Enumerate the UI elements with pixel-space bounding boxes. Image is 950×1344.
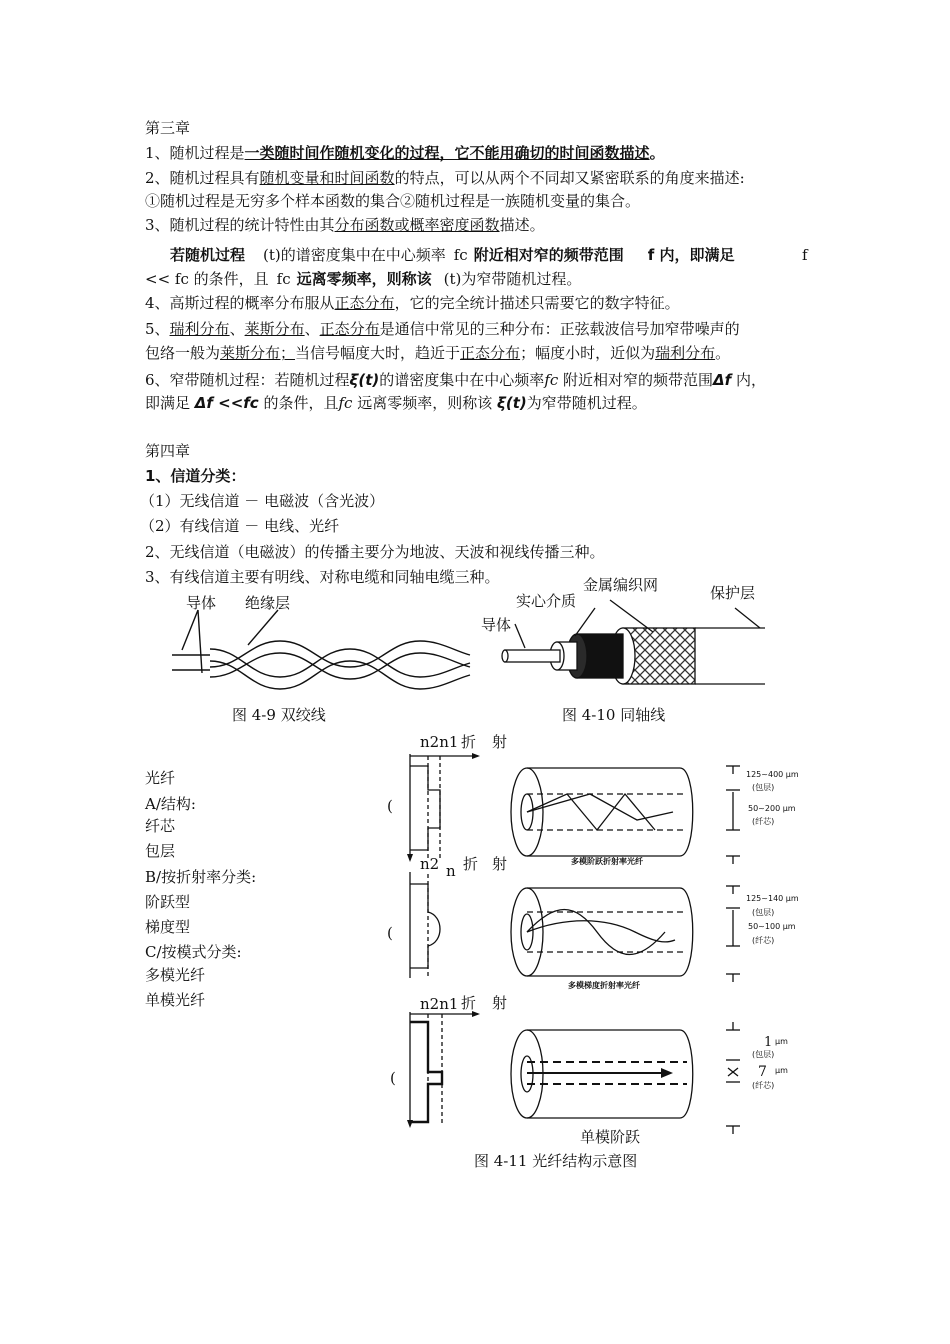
fiber-list-item: 包层: [145, 842, 176, 860]
panel2-refraction-label-2: 射: [492, 855, 508, 873]
panel3-index-label: n2n1: [420, 995, 459, 1013]
narrowband-para-line2: << fc 的条件，且 fc 远离零频率，则称该 (t)为窄带随机过程。: [145, 270, 582, 288]
fig49-caption: 图 4-9 双绞线: [232, 706, 326, 724]
fiber-list-item: 纤芯: [145, 817, 176, 835]
fiber-list-item: 梯度型: [145, 918, 191, 936]
panel1-paren: (: [387, 797, 393, 815]
ch4-item3: 3、有线信道主要有明线、对称电缆和同轴电缆三种。: [145, 568, 500, 586]
ch3-item5-cont: 包络一般为莱斯分布；当信号幅度大时，趋近于正态分布；幅度小时，近似为瑞利分布。: [145, 344, 731, 362]
fig410-dielectric-label: 实心介质: [516, 592, 577, 610]
ch3-item1: 1、随机过程是一类随时间作随机变化的过程，它不能用确切的时间函数描述。: [145, 144, 665, 162]
ch3-item6-cont: 即满足 Δf <<fc 的条件，且fc 远离零频率，则称该 ξ(t)为窄带随机过程。: [145, 394, 647, 412]
dim-core-3: 7: [758, 1064, 767, 1080]
fig49-insulation-label: 绝缘层: [245, 594, 291, 612]
fig410-conductor-label: 导体: [481, 616, 512, 634]
dim-cladding-3-label: (包层): [752, 1050, 775, 1059]
fiber-list-item: 阶跃型: [145, 893, 191, 911]
dim-cladding-1-label: (包层): [752, 783, 775, 792]
fiber-list-item: 光纤: [145, 769, 176, 787]
fiber-step-singlemode: [505, 1024, 705, 1124]
fiber-list-item: 单模光纤: [145, 991, 206, 1009]
panel3-refraction-label-1: 折: [461, 994, 477, 1012]
dim-core-1-label: (纤芯): [752, 817, 775, 826]
panel2-index-label-n: n: [446, 862, 456, 880]
ch3-item2: 2、随机过程具有随机变量和时间函数的特点，可以从两个不同却又紧密联系的角度来描述:: [145, 169, 745, 187]
dim-core-3-label: (纤芯): [752, 1081, 775, 1090]
ch4-item2: 2、无线信道（电磁波）的传播主要分为地波、天波和视线传播三种。: [145, 543, 605, 561]
index-profile-step-multimode: [400, 752, 480, 862]
fiber-list-item: 多模光纤: [145, 966, 206, 984]
panel1-index-label: n2n1: [420, 733, 459, 751]
twisted-pair-diagram: [170, 605, 470, 695]
fig410-braid-label: 金属编织网: [583, 576, 659, 594]
fig410-caption: 图 4-10 同轴线: [562, 706, 666, 724]
fig411-caption: 图 4-11 光纤结构示意图: [474, 1152, 638, 1170]
fiber-list-item: C/按模式分类:: [145, 943, 242, 961]
coaxial-cable-diagram: [495, 600, 795, 690]
panel2-refraction-label-1: 折: [463, 855, 479, 873]
panel3-refraction-label-2: 射: [492, 994, 508, 1012]
chapter4-title: 第四章: [145, 442, 191, 460]
index-profile-graded-multimode: [400, 870, 480, 980]
fiber-step-multimode: [505, 762, 705, 862]
fiber-graded-multimode: [505, 882, 705, 982]
fig49-conductor-label: 导体: [186, 594, 217, 612]
chapter3-title: 第三章: [145, 119, 191, 137]
panel2-index-label-n2: n2: [420, 855, 440, 873]
ch4-item1a: （1）无线信道 － 电磁波（含光波）: [140, 492, 385, 510]
fiber-step-singlemode-caption: 单模阶跃: [580, 1128, 641, 1146]
fiber-graded-multimode-caption: 多模梯度折射率光纤: [568, 981, 640, 990]
panel1-refraction-label-1: 折: [461, 733, 477, 751]
ch3-item6: 6、窄带随机过程：若随机过程ξ(t)的谱密度集中在中心频率fc 附近相对窄的频带范围Δf 内，: [145, 371, 766, 389]
ch3-item3: 3、随机过程的统计特性由其分布函数或概率密度函数描述。: [145, 216, 545, 234]
fiber-list-item: B/按折射率分类:: [145, 868, 257, 886]
dim-core-2-label: (纤芯): [752, 936, 775, 945]
panel3-paren: (: [390, 1069, 396, 1087]
dim-cladding-2: 125~140 μm: [746, 894, 799, 903]
dim-cladding-3: 1: [764, 1035, 773, 1050]
dimension-markers: [718, 760, 748, 1140]
dim-cladding-1: 125~400 μm: [746, 770, 799, 779]
ch3-item5: 5、瑞利分布、莱斯分布、正态分布是通信中常见的三种分布：正弦载波信号加窄带噪声的: [145, 320, 740, 338]
fiber-step-multimode-caption: 多模阶跃折射率光纤: [571, 857, 643, 866]
ch4-item1: 1、信道分类：: [145, 467, 246, 485]
dim-cladding-3-unit: μm: [775, 1037, 788, 1046]
narrowband-para-line1: 若随机过程 (t)的谱密度集中在中心频率 fc 附近相对窄的频带范围 f 内，即满足 f: [170, 246, 808, 264]
ch3-item2-cont: ①随机过程是无穷多个样本函数的集合②随机过程是一族随机变量的集合。: [145, 192, 641, 210]
panel2-paren: (: [387, 924, 393, 942]
dim-core-3-unit: μm: [775, 1066, 788, 1075]
ch3-item4: 4、高斯过程的概率分布服从正态分布，它的完全统计描述只需要它的数字特征。: [145, 294, 680, 312]
fig410-jacket-label: 保护层: [710, 584, 756, 602]
dim-cladding-2-label: (包层): [752, 908, 775, 917]
panel1-refraction-label-2: 射: [492, 733, 508, 751]
fiber-list-item: A/结构:: [145, 795, 196, 813]
dim-core-2: 50~100 μm: [748, 922, 796, 931]
dim-core-1: 50~200 μm: [748, 804, 796, 813]
random-process-definition: 一类随时间作随机变化的过程，它不能用确切的时间函数描述: [244, 144, 650, 162]
index-profile-step-singlemode: [400, 1010, 480, 1130]
ch4-item1b: （2）有线信道 － 电线、光纤: [140, 517, 340, 535]
